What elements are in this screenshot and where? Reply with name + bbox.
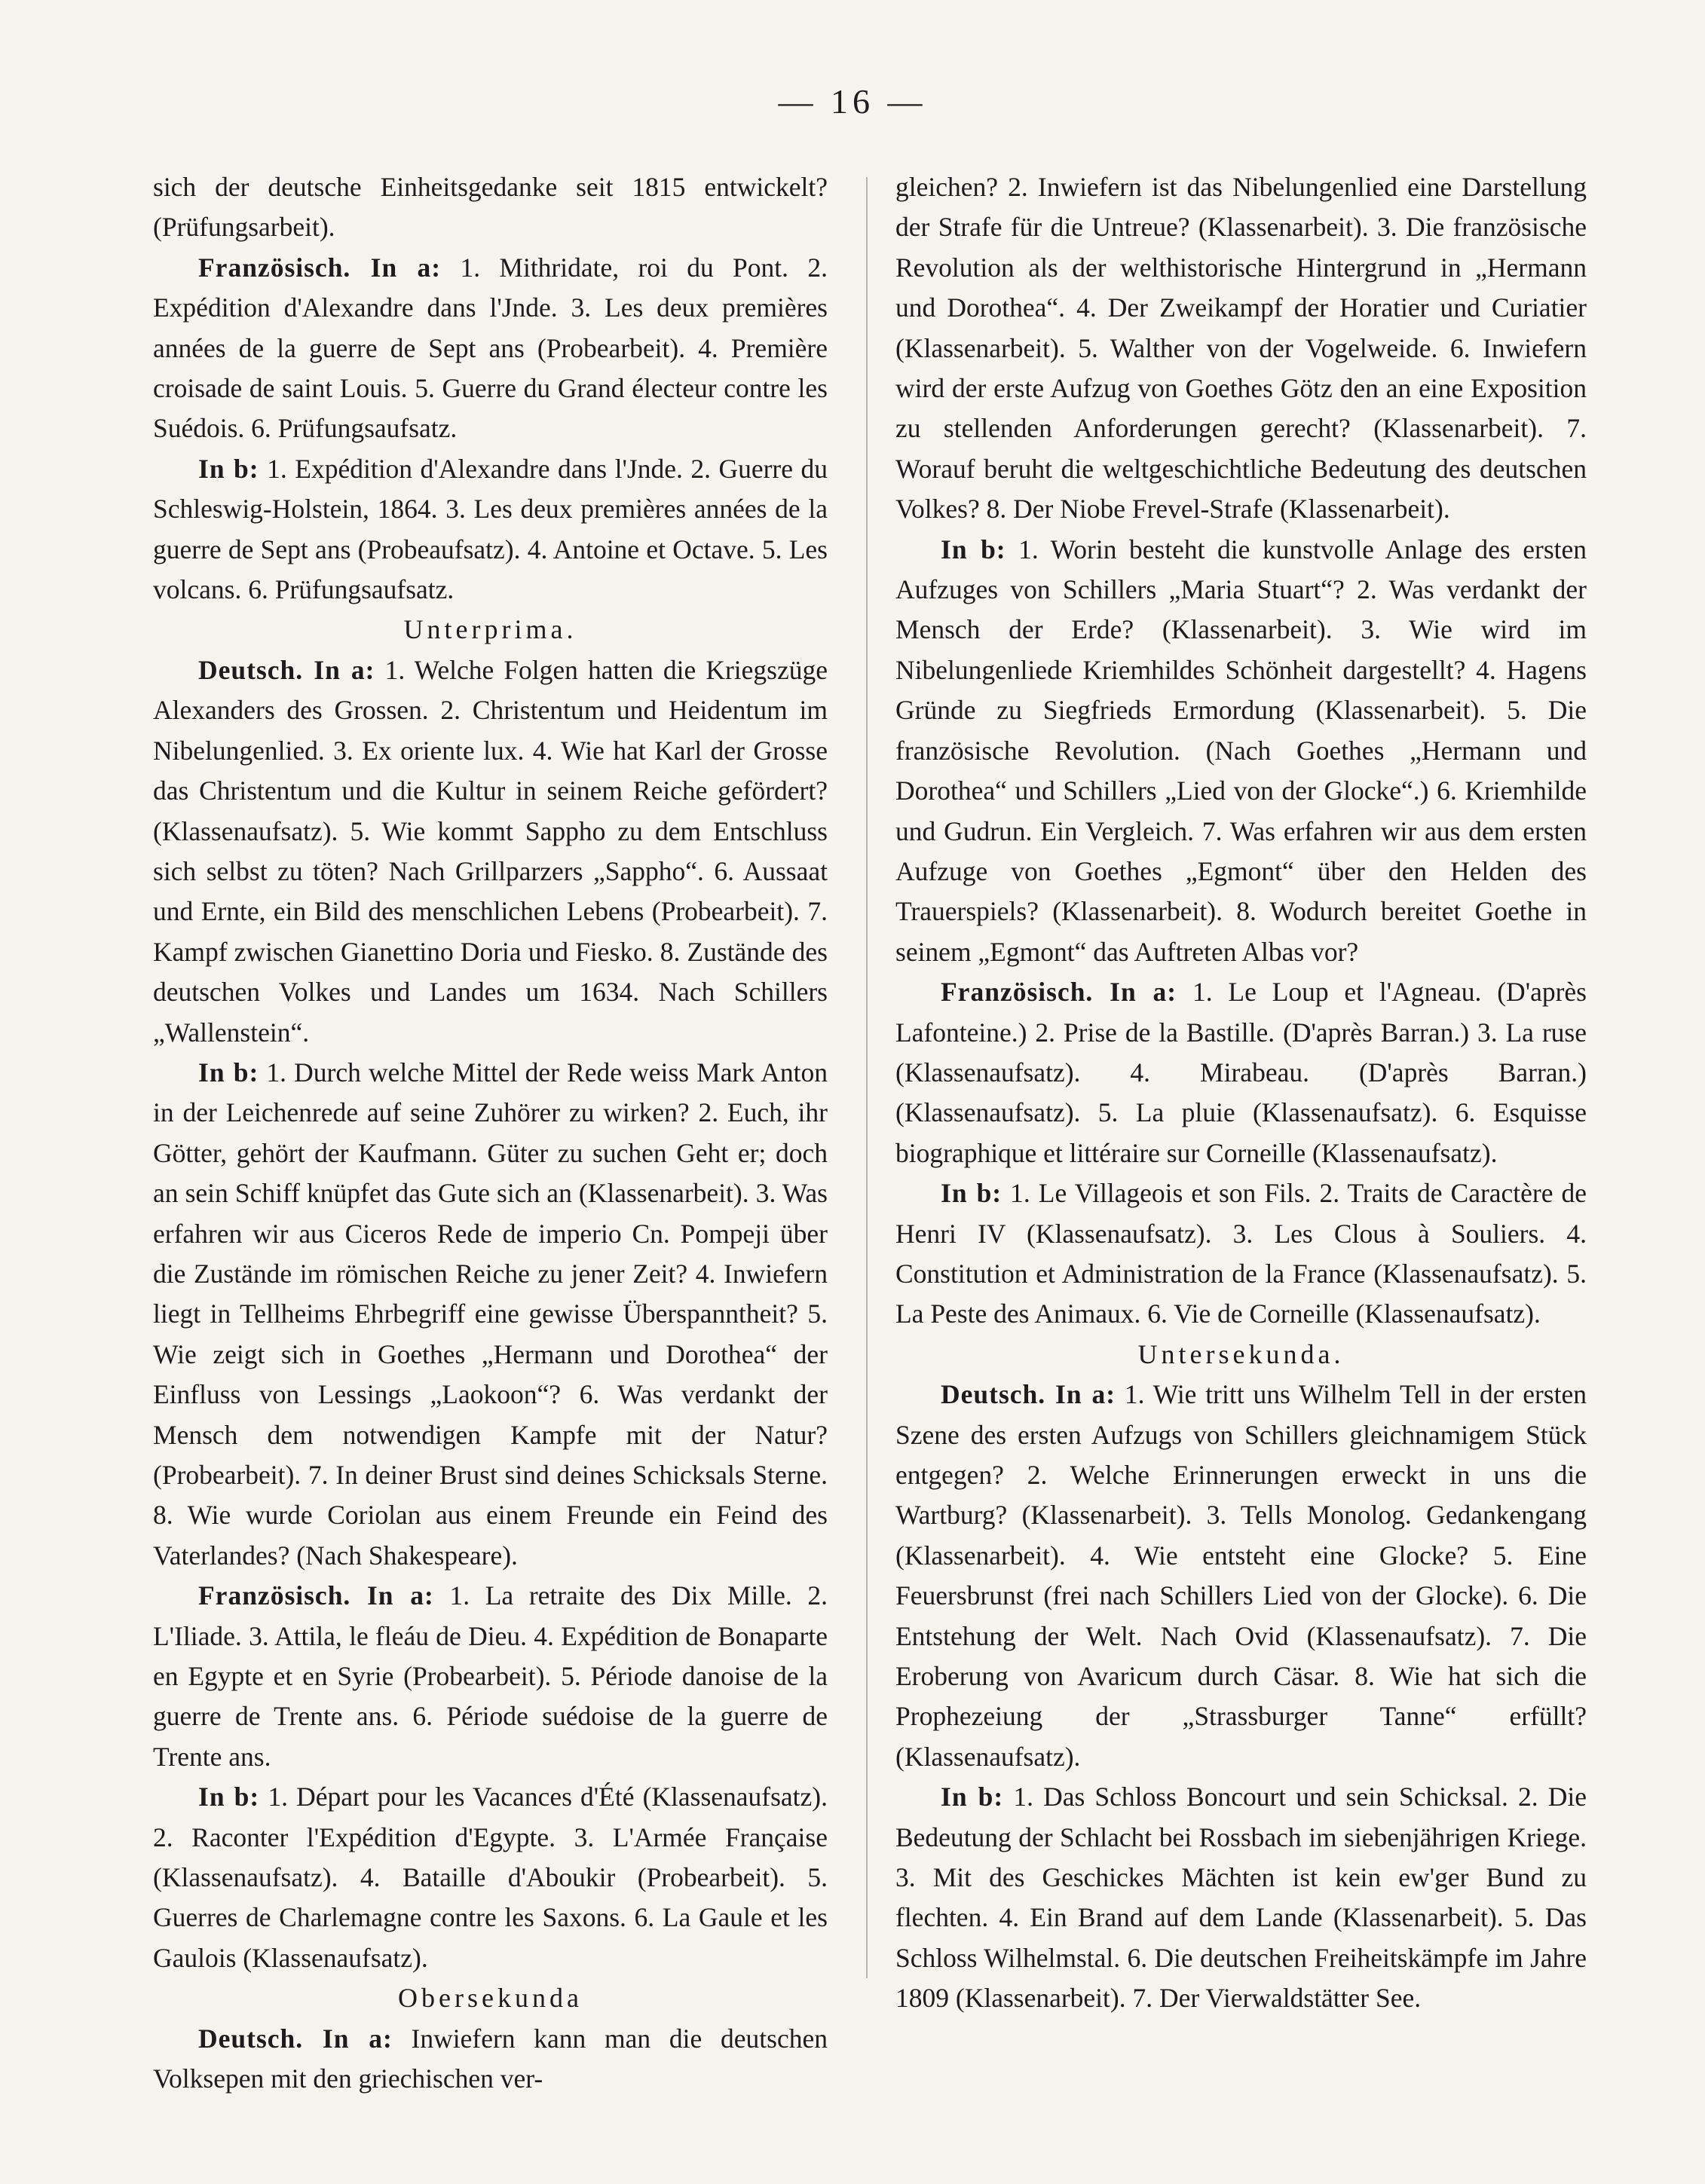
text-paragraph: Deutsch. In a: 1. Wie tritt uns Wilhelm Tell in der ersten Szene des ersten Aufzugs von Schillers gleichnamigem Stück entgegen? 2. Welche Erinnerungen erweckt in uns die Wartburg? (Klassenarbeit). 3. Tells Monolog. Gedankengang (Klassenarbeit). 4. Wie entsteht eine Glocke? 5. Eine Feuersbrunst (frei nach Schillers Lied von der Glocke). 6. Die Entstehung der Welt. Nach Ovid (Klassenaufsatz). 7. Die Eroberung von Avaricum durch Cäsar. 8. Wie hat sich die Prophezeiung der „Strassburger Tanne“ erfüllt? (Klassenaufsatz). (895, 1379, 1587, 1772)
section-label: Französisch. In a: (198, 252, 442, 283)
section-heading-unterprima: Unterprima. (403, 614, 577, 645)
right-column (895, 167, 1587, 2019)
column-divider (866, 177, 868, 1978)
text-paragraph: In b: 1. Départ pour les Vacances d'Été (Klassenaufsatz). 2. Raconter l'Expédition d'Egypte. 3. L'Armée Française (Klassenaufsatz). 4. Bataille d'Aboukir (Probearbeit). 5. Guerres de Charlemagne contre les Saxons. 6. La Gaule et les Gaulois (Klassenaufsatz). (153, 1782, 828, 1973)
left-column (153, 167, 828, 2100)
section-label: In b: (941, 534, 1006, 564)
text-paragraph: Französisch. In a: 1. Mithridate, roi du Pont. 2. Expédition d'Alexandre dans l'Jnde. 3. Les deux premières années de la guerre de Sept ans (Probearbeit). 4. Première croisade de saint Louis. 5. Guerre du Grand électeur contre les Suédois. 6. Prüfungsaufsatz. (153, 252, 828, 444)
text-paragraph: In b: 1. Expédition d'Alexandre dans l'Jnde. 2. Guerre du Schleswig-Holstein, 1864. 3. Les deux premières années de la guerre de Sept ans (Probeaufsatz). 4. Antoine et Octave. 5. Les volcans. 6. Prüfungsaufsatz. (153, 453, 828, 605)
section-heading-obersekunda: Obersekunda (398, 1983, 583, 2014)
section-heading-untersekunda: Untersekunda. (1137, 1338, 1345, 1369)
section-label: Deutsch. In a: (198, 654, 375, 685)
section-label: In b: (941, 1782, 1004, 1812)
text-paragraph: Deutsch. In a: Inwiefern kann man die deutschen Volksepen mit den griechischen ver- (153, 2023, 828, 2094)
text-paragraph: In b: 1. Das Schloss Boncourt und sein Schicksal. 2. Die Bedeutung der Schlacht bei Rossbach im siebenjährigen Kriege. 3. Mit des Geschickes Mächten ist kein ew'ger Bund zu flechten. 4. Ein Brand auf dem Lande (Klassenarbeit). 5. Das Schloss Wilhelmstal. 6. Die deutschen Freiheitskämpfe im Jahre 1809 (Klassenarbeit). 7. Der Vierwaldstätter See. (895, 1782, 1587, 2014)
section-label: In b: (198, 453, 259, 484)
text-paragraph: gleichen? 2. Inwiefern ist das Nibelungenlied eine Darstellung der Strafe für die Untreue? (Klassenarbeit). 3. Die französische Revolution als der welthistorische Hintergrund in „Hermann und Dorothea“. 4. Der Zweikampf der Horatier und Curiatier (Klassenarbeit). 5. Walther von der Vogelweide. 6. Inwiefern wird der erste Aufzug von Goethes Götz den an eine Exposition zu stellenden Anforderungen gerecht? (Klassenarbeit). 7. Worauf beruht die weltgeschichtliche Bedeutung des deutschen Volkes? 8. Der Niobe Frevel-Strafe (Klassenarbeit). (895, 172, 1587, 525)
text-paragraph: Deutsch. In a: 1. Welche Folgen hatten die Kriegszüge Alexanders des Grossen. 2. Christentum und Heidentum im Nibelungenlied. 3. Ex oriente lux. 4. Wie hat Karl der Grosse das Christentum und die Kultur in seinem Reiche gefördert? (Klassenaufsatz). 5. Wie kommt Sappho zu dem Entschluss sich selbst zu töten? Nach Grillparzers „Sappho“. 6. Aussaat und Ernte, ein Bild des menschlichen Lebens (Probearbeit). 7. Kampf zwischen Gianettino Doria und Fiesko. 8. Zustände des deutschen Volkes und Landes um 1634. Nach Schillers „Wallenstein“. (153, 654, 828, 1048)
page-number: — 16 — (778, 82, 927, 121)
section-label: In b: (198, 1782, 260, 1812)
section-label: Französisch. In a: (198, 1580, 434, 1611)
text-paragraph: In b: 1. Worin besteht die kunstvolle Anlage des ersten Aufzuges von Schillers „Maria Stuart“? 2. Was verdankt der Mensch der Erde? (Klassenarbeit). 3. Wie wird im Nibelungenliede Kriemhildes Schönheit dargestellt? 4. Hagens Gründe zu Siegfrieds Ermordung (Klassenarbeit). 5. Die französische Revolution. (Nach Goethes „Hermann und Dorothea“ und Schillers „Lied von der Glocke“.) 6. Kriemhilde und Gudrun. Ein Vergleich. 7. Was erfahren wir aus dem ersten Aufzuge von Goethes „Egmont“ über den Helden des Trauerspiels? (Klassenarbeit). 8. Wodurch bereitet Goethe in seinem „Egmont“ das Auftreten Albas vor? (895, 534, 1587, 967)
section-label: Deutsch. In a: (198, 2023, 393, 2054)
text-paragraph: Französisch. In a: 1. La retraite des Dix Mille. 2. L'Iliade. 3. Attila, le fleáu de Dieu. 4. Expédition de Bonaparte en Egypte et en Syrie (Probearbeit). 5. Période danoise de la guerre de Trente ans. 6. Période suédoise de la guerre de Trente ans. (153, 1580, 828, 1772)
text-paragraph: In b: 1. Le Villageois et son Fils. 2. Traits de Caractère de Henri IV (Klassenaufsatz). 3. Les Clous à Souliers. 4. Constitution et Administration de la France (Klassenaufsatz). 5. La Peste des Animaux. 6. Vie de Corneille (Klassenaufsatz). (895, 1178, 1587, 1329)
section-label: Französisch. In a: (941, 977, 1177, 1008)
text-paragraph: sich der deutsche Einheitsgedanke seit 1815 entwickelt? (Prüfungsarbeit). (153, 172, 828, 243)
section-label: In b: (941, 1178, 1002, 1209)
text-paragraph: Französisch. In a: 1. Le Loup et l'Agneau. (D'après Lafonteine.) 2. Prise de la Bastille. (D'après Barran.) 3. La ruse (Klassenaufsatz). 4. Mirabeau. (D'après Barran.) (Klassenaufsatz). 5. La pluie (Klassenaufsatz). 6. Esquisse biographique et littéraire sur Corneille (Klassenaufsatz). (895, 977, 1587, 1168)
section-label: In b: (198, 1057, 259, 1087)
section-label: Deutsch. In a: (941, 1379, 1116, 1410)
text-paragraph: In b: 1. Durch welche Mittel der Rede weiss Mark Anton in der Leichenrede auf seine Zuhörer zu wirken? 2. Euch, ihr Götter, gehört der Kaufmann. Güter zu suchen Geht er; doch an sein Schiff knüpfet das Gute sich an (Klassenarbeit). 3. Was erfahren wir aus Ciceros Rede de imperio Cn. Pompeji über die Zustände im römischen Reiche zu jener Zeit? 4. Inwiefern liegt in Tellheims Ehrbegriff eine gewisse Überspanntheit? 5. Wie zeigt sich in Goethes „Hermann und Dorothea“ der Einfluss von Lessings „Laokoon“? 6. Was verdankt der Mensch dem notwendigen Kampfe mit der Natur? (Probearbeit). 7. In deiner Brust sind deines Schicksals Sterne. 8. Wie wurde Coriolan aus einem Freunde ein Feind des Vaterlandes? (Nach Shakespeare). (153, 1057, 828, 1571)
